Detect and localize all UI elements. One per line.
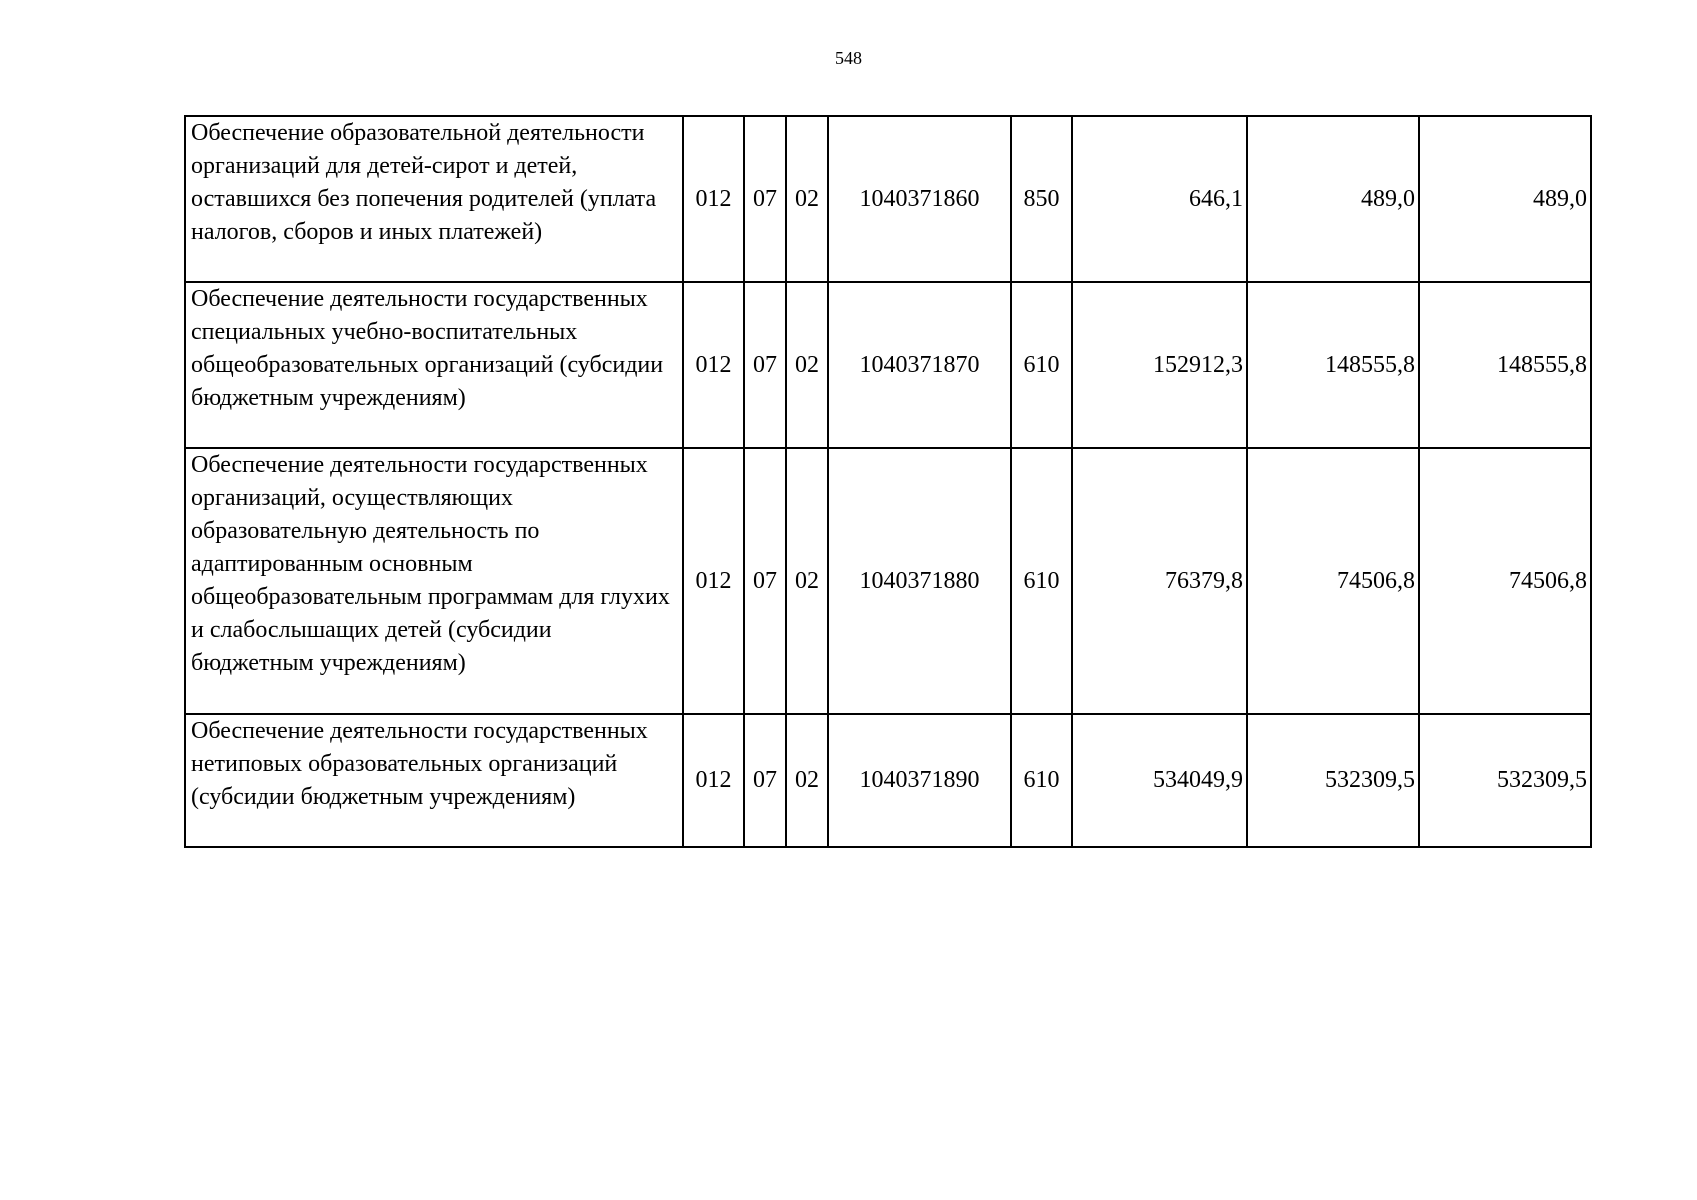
amount-1: 152912,3	[1072, 282, 1247, 448]
amount-2: 148555,8	[1247, 282, 1419, 448]
target-article-code: 1040371890	[828, 714, 1011, 847]
amount-2: 74506,8	[1247, 448, 1419, 714]
table-row	[185, 448, 1591, 714]
table-row	[185, 282, 1591, 448]
expense-type-code: 610	[1011, 448, 1072, 714]
amount-3: 532309,5	[1419, 714, 1591, 847]
table-row	[185, 714, 1591, 847]
section-code: 07	[744, 116, 786, 282]
section-code: 07	[744, 714, 786, 847]
subsection-code: 02	[786, 448, 828, 714]
section-code: 07	[744, 448, 786, 714]
ministry-code: 012	[683, 282, 744, 448]
row-description: Обеспечение деятельности государственных организаций, осуществляющих образовательную деятельность по адаптированным основным общеобразовательным программам для глухих и слабослышащих детей (субсидии бюджетным учреждениям)	[185, 448, 683, 714]
ministry-code: 012	[683, 116, 744, 282]
amount-1: 76379,8	[1072, 448, 1247, 714]
expense-type-code: 610	[1011, 714, 1072, 847]
amount-3: 74506,8	[1419, 448, 1591, 714]
expense-type-code: 850	[1011, 116, 1072, 282]
subsection-code: 02	[786, 116, 828, 282]
subsection-code: 02	[786, 282, 828, 448]
table-row	[185, 116, 1591, 282]
amount-3: 148555,8	[1419, 282, 1591, 448]
ministry-code: 012	[683, 448, 744, 714]
amount-3: 489,0	[1419, 116, 1591, 282]
target-article-code: 1040371880	[828, 448, 1011, 714]
expense-type-code: 610	[1011, 282, 1072, 448]
page-number: 548	[835, 48, 862, 68]
amount-1: 646,1	[1072, 116, 1247, 282]
row-description: Обеспечение деятельности государственных нетиповых образовательных организаций (субсидии бюджетным учреждениям)	[185, 714, 683, 847]
amount-2: 489,0	[1247, 116, 1419, 282]
amount-2: 532309,5	[1247, 714, 1419, 847]
amount-1: 534049,9	[1072, 714, 1247, 847]
subsection-code: 02	[786, 714, 828, 847]
budget-table	[184, 115, 1592, 848]
section-code: 07	[744, 282, 786, 448]
ministry-code: 012	[683, 714, 744, 847]
target-article-code: 1040371870	[828, 282, 1011, 448]
row-description: Обеспечение деятельности государственных специальных учебно-воспитательных общеобразовательных организаций (субсидии бюджетным учреждениям)	[185, 282, 683, 448]
target-article-code: 1040371860	[828, 116, 1011, 282]
row-description: Обеспечение образовательной деятельности организаций для детей-сирот и детей, оставшихся без попечения родителей (уплата налогов, сборов и иных платежей)	[185, 116, 683, 282]
